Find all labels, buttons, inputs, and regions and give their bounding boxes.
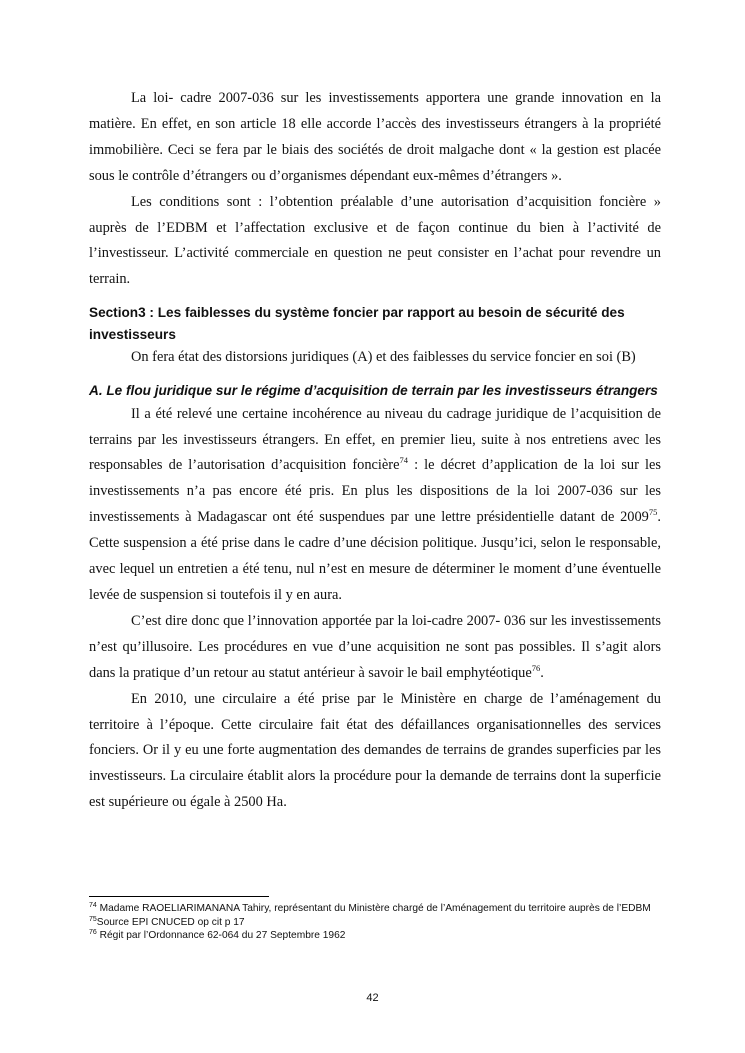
- footnote-number: 75: [89, 915, 97, 923]
- footnotes: [89, 902, 661, 943]
- paragraph-illusoire: [89, 609, 661, 687]
- footnote-text: Madame RAOELIARIMANANA Tahiry, représentant du Ministère chargé de l’Aménagement du territoire auprès de l’EDBM: [96, 903, 651, 914]
- paragraph-section-intro: On fera état des distorsions juridiques (A) et des faiblesses du service foncier en soi (B): [131, 349, 636, 366]
- footnote-separator: [89, 896, 269, 897]
- document-body: [89, 86, 661, 816]
- footnote-number: 74: [89, 902, 97, 909]
- paragraph-loi-cadre: La loi- cadre 2007-036 sur les investissements apportera une grande innovation en la matière. En effet, en son article 18 elle accorde l’accès des investisseurs étrangers à la propriété immobilière. Ceci se fera par le biais des sociétés de droit malgache dont « la gestion est placée sous le contrôle d’étrangers ou d’organismes dépendant eux-mêmes d’étrangers ».: [89, 90, 661, 184]
- page-number: 42: [366, 992, 379, 1004]
- section-title: Section3 : Les faiblesses du système foncier par rapport au besoin de sécurité des investisseurs: [89, 305, 625, 342]
- paragraph-text: : le décret d’application de la loi sur les investissements n’a pas encore été pris. En plus les dispositions de la loi 2007-036 sur les investissements à Madagascar ont été suspendues par une lettre présidentielle datant de 2009: [89, 457, 661, 526]
- paragraph-text: . Cette suspension a été prise dans le cadre d’une décision politique. Jusqu’ici, selon le responsable, avec lequel un entretien a été tenu, nul n’est en mesure de déterminer le moment d’une éventuelle levée de suspension si toutefois il y en aura.: [89, 509, 661, 603]
- paragraph-conditions: Les conditions sont : l’obtention préalable d’une autorisation d’acquisition foncière » auprès de l’EDBM et l’affectation exclusive et de façon continue du bien à l’activité de l’investisseur. L’activité commerciale en question ne peut consister en l’achat pour revendre un terrain.: [89, 193, 661, 288]
- footnote-text: Régit par l’Ordonnance 62-064 du 27 Septembre 1962: [96, 930, 346, 941]
- footnote-text: Source EPI CNUCED op cit p 17: [96, 916, 245, 928]
- footnote-ref-75[interactable]: 75: [648, 507, 658, 518]
- paragraph-text: C’est dire donc que l’innovation apportée par la loi-cadre 2007- 036 sur les investissements n’est qu’illusoire. Les procédures en vue d’une acquisition ne sont pas possibles. Il s’agit alors dans la pratique d’un retour au statut antérieur à savoir le bail emphytéotique: [89, 612, 661, 681]
- paragraph-circulaire: En 2010, une circulaire a été prise par le Ministère en charge de l’aménagement du territoire à l’époque. Cette circulaire fait état des défaillances organisationnelles des services fonciers. Or il y eu une forte augmentation des demandes de terrains de grandes superficies par les investisseurs. La circulaire établit alors la procédure pour la demande de terrains dont la superficie est supérieure ou égale à 2500 Ha.: [89, 690, 661, 811]
- footnote-ref-76[interactable]: 76: [531, 662, 541, 673]
- footnote-75: [89, 916, 661, 930]
- footnote-number: 76: [89, 929, 97, 936]
- subsection-title: A. Le flou juridique sur le régime d’acquisition de terrain par les investisseurs étrangers: [89, 383, 658, 399]
- footnote-ref-74[interactable]: 74: [399, 455, 408, 466]
- paragraph-text: .: [540, 664, 544, 681]
- paragraph-text: Il a été relevé une certaine incohérence au niveau du cadrage juridique de l’acquisition de terrains par les investisseurs étrangers. En effet, en premier lieu, suite à nos entretiens avec les responsables de l’autorisation d’acquisition foncière: [89, 405, 661, 474]
- paragraph-incoherence: [89, 402, 661, 609]
- footnote-74: [89, 902, 661, 916]
- footnote-76: [89, 929, 661, 943]
